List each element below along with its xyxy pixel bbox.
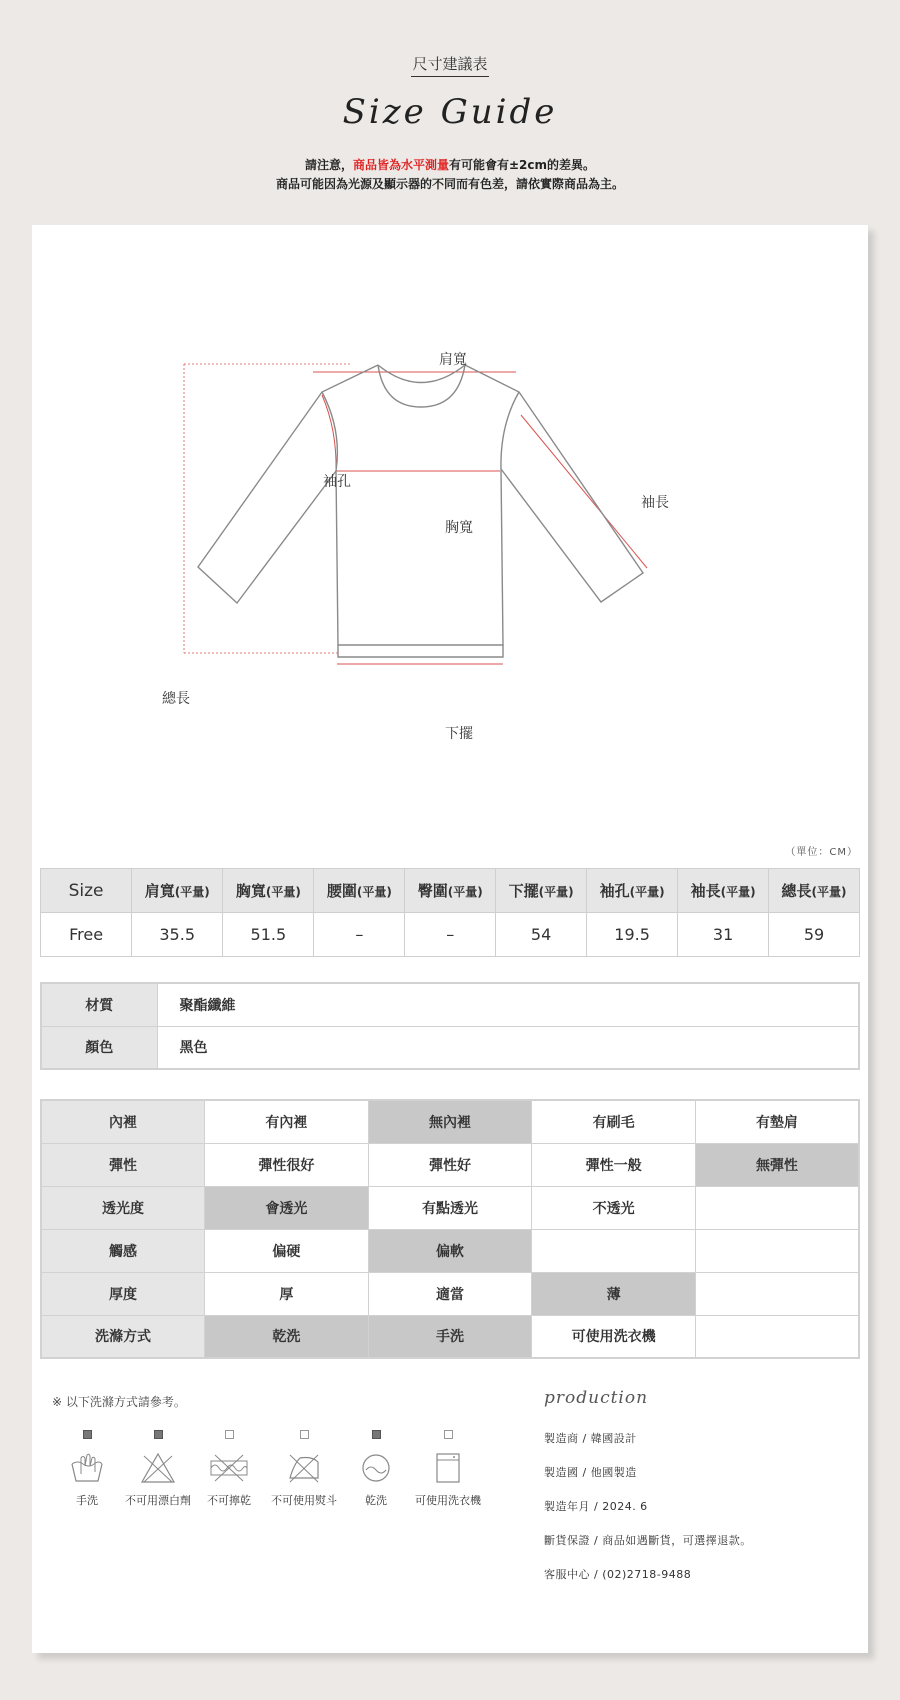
attribute-option: 有內裡	[205, 1100, 369, 1143]
no-iron-icon	[286, 1452, 322, 1484]
measure-cell: 54	[496, 913, 587, 957]
wash-item-label: 不可用漂白劑	[125, 1494, 191, 1507]
attribute-row	[41, 1186, 859, 1229]
attribute-option: 彈性一般	[532, 1143, 696, 1186]
measure-cell: 19.5	[587, 913, 678, 957]
measure-cell: 31	[678, 913, 769, 957]
wash-item-label: 不可使用熨斗	[271, 1494, 337, 1507]
attribute-option: 偏硬	[205, 1229, 369, 1272]
column-header	[496, 869, 587, 913]
attribute-option: 不透光	[532, 1186, 696, 1229]
wash-note: ※ 以下洗滌方式請參考。	[52, 1395, 186, 1409]
column-header	[132, 869, 223, 913]
column-name: 袖孔	[599, 882, 630, 900]
column-header	[769, 869, 860, 913]
armhole-label: 袖孔	[323, 474, 351, 490]
size-table-header	[41, 869, 860, 913]
production-guarantee: 斷貨保證 / 商品如遇斷貨，可選擇退款。	[544, 1534, 752, 1547]
no-bleach-icon	[140, 1452, 176, 1484]
column-qualifier: (平量)	[265, 885, 301, 899]
attribute-option: 薄	[532, 1272, 696, 1315]
page-subtitle	[0, 53, 900, 74]
attribute-label: 觸感	[41, 1229, 205, 1272]
attribute-option: 無內裡	[368, 1100, 532, 1143]
no-wring-icon	[209, 1452, 249, 1484]
checkbox-indicator	[154, 1430, 163, 1439]
attribute-label: 透光度	[41, 1186, 205, 1229]
attribute-option: 彈性好	[368, 1143, 532, 1186]
column-name: 下擺	[508, 882, 539, 900]
column-header	[405, 869, 496, 913]
measure-cell: –	[405, 913, 496, 957]
attribute-option: 可使用洗衣機	[532, 1315, 696, 1358]
attribute-row	[41, 1143, 859, 1186]
attribute-option: 會透光	[205, 1186, 369, 1229]
production-date: 製造年月 / 2024. 6	[544, 1500, 648, 1513]
material-table	[40, 982, 860, 1070]
material-label: 材質	[41, 983, 157, 1026]
wash-item-label: 可使用洗衣機	[415, 1494, 481, 1507]
column-name: 肩寬	[144, 882, 175, 900]
hand-wash-icon	[69, 1452, 105, 1484]
column-qualifier: (平量)	[447, 885, 483, 899]
chest-label: 胸寬	[445, 520, 473, 536]
attribute-label: 彈性	[41, 1143, 205, 1186]
attribute-option: 有墊肩	[695, 1100, 859, 1143]
production-title: production	[544, 1388, 649, 1408]
column-name: 胸寬	[235, 882, 266, 900]
wash-item-label: 不可擰乾	[207, 1494, 251, 1507]
material-value: 聚酯纖維	[157, 983, 859, 1026]
attribute-label: 厚度	[41, 1272, 205, 1315]
production-country: 製造國 / 他國製造	[544, 1466, 637, 1479]
attribute-row	[41, 1229, 859, 1272]
attribute-option	[532, 1229, 696, 1272]
notice-highlight: 商品皆為水平測量	[352, 158, 449, 172]
size-cell: Free	[41, 913, 132, 957]
attribute-option: 適當	[368, 1272, 532, 1315]
attribute-label: 內裡	[41, 1100, 205, 1143]
length-label: 總長	[162, 691, 190, 707]
garment-diagram	[32, 225, 868, 785]
attribute-option: 無彈性	[695, 1143, 859, 1186]
attribute-option: 厚	[205, 1272, 369, 1315]
attribute-option	[695, 1229, 859, 1272]
sweater-illustration	[32, 225, 868, 785]
attribute-row	[41, 1272, 859, 1315]
measure-cell: –	[314, 913, 405, 957]
production-service: 客服中心 / (02)2718-9488	[544, 1568, 692, 1581]
sleeve-label: 袖長	[641, 495, 669, 511]
column-qualifier: (平量)	[629, 885, 665, 899]
notice	[0, 156, 900, 194]
notice-line-1	[0, 156, 900, 175]
unit-note: （單位：CM）	[785, 847, 858, 858]
subtitle-text: 尺寸建議表	[411, 55, 488, 77]
column-name: 腰圍	[326, 882, 357, 900]
wash-item-label: 乾洗	[365, 1494, 387, 1507]
color-value: 黑色	[157, 1026, 859, 1069]
column-qualifier: (平量)	[356, 885, 392, 899]
notice-line-2: 商品可能因為光源及顯示器的不同而有色差，請依實際商品為主。	[275, 177, 624, 191]
table-row	[41, 913, 860, 957]
attribute-option: 彈性很好	[205, 1143, 369, 1186]
column-qualifier: (平量)	[174, 885, 210, 899]
checkbox-indicator	[444, 1430, 453, 1439]
attribute-option	[695, 1186, 859, 1229]
attribute-option	[695, 1315, 859, 1358]
attribute-row	[41, 1100, 859, 1143]
dry-clean-icon	[358, 1452, 394, 1484]
column-qualifier: (平量)	[720, 885, 756, 899]
wash-item-washing-machine	[398, 1430, 498, 1508]
size-header-cell: Size	[41, 869, 132, 913]
material-row	[41, 983, 859, 1026]
column-qualifier: (平量)	[538, 885, 574, 899]
color-row	[41, 1026, 859, 1069]
column-qualifier: (平量)	[811, 885, 847, 899]
column-header	[223, 869, 314, 913]
wash-item-label: 手洗	[76, 1494, 98, 1507]
attribute-label: 洗滌方式	[41, 1315, 205, 1358]
checkbox-indicator	[372, 1430, 381, 1439]
measure-cell: 35.5	[132, 913, 223, 957]
attribute-option: 手洗	[368, 1315, 532, 1358]
attribute-option: 有刷毛	[532, 1100, 696, 1143]
column-name: 臀圍	[417, 882, 448, 900]
column-header	[314, 869, 405, 913]
size-table	[40, 868, 860, 957]
notice-suffix: 有可能會有±2cm的差異。	[449, 158, 596, 172]
measure-cell: 59	[769, 913, 860, 957]
attribute-option: 偏軟	[368, 1229, 532, 1272]
checkbox-indicator	[225, 1430, 234, 1439]
washing-machine-icon	[430, 1452, 466, 1484]
hem-label: 下擺	[445, 726, 473, 742]
column-name: 袖長	[690, 882, 721, 900]
measure-cell: 51.5	[223, 913, 314, 957]
attribute-option	[695, 1272, 859, 1315]
production-manufacturer: 製造商 / 韓國設計	[544, 1432, 637, 1445]
page-title: Size Guide	[342, 92, 558, 132]
size-guide-card	[32, 225, 868, 1653]
color-label: 顏色	[41, 1026, 157, 1069]
column-header	[678, 869, 769, 913]
notice-prefix: 請注意，	[304, 158, 353, 172]
shoulder-label: 肩寬	[439, 352, 467, 368]
fabric-attributes-table	[40, 1099, 860, 1359]
column-name: 總長	[781, 882, 812, 900]
checkbox-indicator	[83, 1430, 92, 1439]
attribute-option: 有點透光	[368, 1186, 532, 1229]
attribute-row	[41, 1315, 859, 1358]
attribute-option: 乾洗	[205, 1315, 369, 1358]
column-header	[587, 869, 678, 913]
checkbox-indicator	[300, 1430, 309, 1439]
